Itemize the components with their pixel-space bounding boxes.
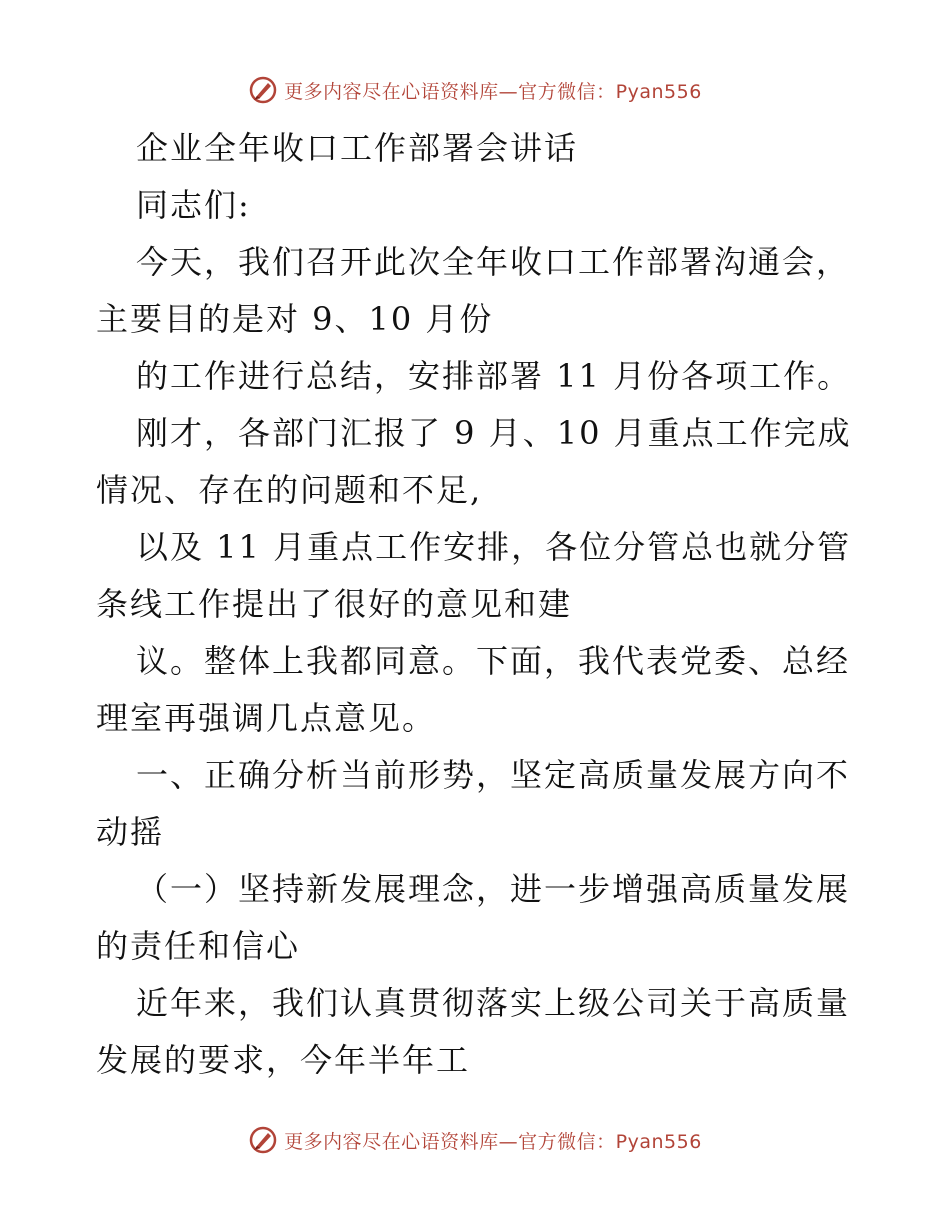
text-line: 企业全年收口工作部署会讲话 — [136, 129, 579, 167]
text-line: 理室再强调几点意见。 — [96, 699, 437, 737]
header-watermark — [0, 70, 950, 110]
footer-watermark — [0, 1120, 950, 1160]
watermark-text: 更多内容尽在心语资料库—官方微信：Pyan556 — [284, 80, 702, 103]
text-line: 一、正确分析当前形势，坚定高质量发展方向不 — [136, 756, 851, 794]
text-line: 以及 11 月重点工作安排，各位分管总也就分管 — [136, 528, 852, 566]
pen-logo-icon — [248, 1125, 278, 1155]
text-line: 近年来，我们认真贯彻落实上级公司关于高质量 — [136, 984, 851, 1022]
pen-logo-icon — [248, 75, 278, 105]
text-line: 议。整体上我都同意。下面，我代表党委、总经 — [136, 642, 851, 680]
text-line: 条线工作提出了很好的意见和建 — [96, 585, 573, 623]
text-line: 同志们: — [136, 186, 251, 224]
text-line: 的责任和信心 — [96, 927, 301, 965]
text-line: 今天，我们召开此次全年收口工作部署沟通会， — [136, 243, 851, 281]
document-body — [96, 120, 856, 1089]
text-line: 刚才，各部门汇报了 9 月、10 月重点工作完成 — [136, 414, 852, 452]
text-line: （一）坚持新发展理念，进一步增强高质量发展 — [136, 870, 851, 908]
text-line: 动摇 — [96, 813, 165, 851]
watermark-text: 更多内容尽在心语资料库—官方微信：Pyan556 — [284, 1130, 702, 1153]
text-line: 发展的要求，今年半年工 — [96, 1041, 471, 1079]
text-line: 主要目的是对 9、10 月份 — [96, 300, 494, 338]
text-line: 情况、存在的问题和不足, — [96, 471, 483, 509]
text-line: 的工作进行总结，安排部署 11 月份各项工作。 — [136, 357, 852, 395]
